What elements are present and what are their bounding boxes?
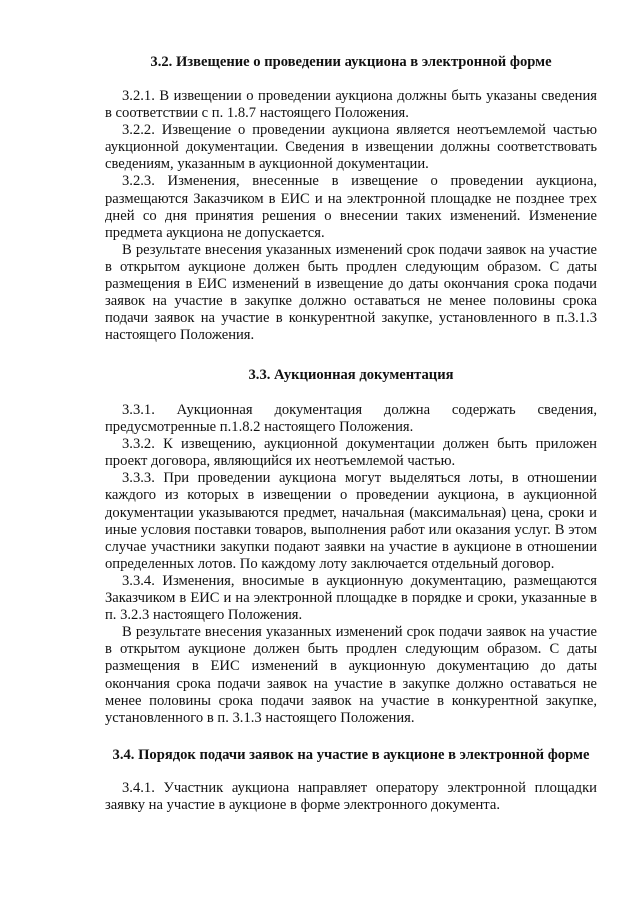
section-heading-3-2: 3.2. Извещение о проведении аукциона в электронной форме (150, 54, 552, 70)
paragraph-3-2-2: 3.2.2. Извещение о проведении аукциона является неотъемлемой частью аукционной документации. Сведения в извещении должны соответствовать сведениям, указанным в аукционной документации. (105, 122, 597, 173)
section-body-3-3 (105, 402, 597, 727)
paragraph-3-2-3: 3.2.3. Изменения, внесенные в извещение о проведении аукциона, размещаются Заказчиком в ЕИС и на электронной площадке не позднее трех дней со дня принятия решения о внесении таких изменений. Изменение предмета аукциона не допускается. (105, 173, 597, 241)
paragraph-3-2-3-continuation: В результате внесения указанных изменений срок подачи заявок на участие в открытом аукционе должен быть продлен следующим образом. С даты размещения в ЕИС изменений в извещение до даты окончания срока подачи заявок на участие в закупке должно оставаться не менее половины срока подачи заявок на участие в конкурентной закупке, установленного в п.3.1.3 настоящего Положения. (105, 241, 597, 344)
section-body-3-2 (105, 88, 597, 344)
paragraph-3-2-1: 3.2.1. В извещении о проведении аукциона должны быть указаны сведения в соответствии с п. 1.8.7 настоящего Положения. (105, 88, 597, 122)
paragraph-3-3-2: 3.3.2. К извещению, аукционной документации должен быть приложен проект договора, являющийся их неотъемлемой частью. (105, 436, 597, 470)
paragraph-3-3-4-continuation: В результате внесения указанных изменений срок подачи заявок на участие в открытом аукционе должен быть продлен следующим образом. С даты размещения в ЕИС изменений в аукционную документацию до даты окончания срока подачи заявок на участие в закупке должно оставаться не менее половины срока подачи заявок на участие в конкурентной закупке, установленного в п. 3.1.3 настоящего Положения. (105, 624, 597, 726)
paragraph-3-3-4: 3.3.4. Изменения, вносимые в аукционную документацию, размещаются Заказчиком в ЕИС и на электронной площадке в порядке и сроки, указанные в п. 3.2.3 настоящего Положения. (105, 572, 597, 624)
section-heading-3-4: 3.4. Порядок подачи заявок на участие в аукционе в электронной форме (112, 747, 590, 763)
paragraph-3-4-1: 3.4.1. Участник аукциона направляет оператору электронной площадки заявку на участие в аукционе в форме электронного документа. (105, 780, 597, 814)
paragraph-3-3-1: 3.3.1. Аукционная документация должна содержать сведения, предусмотренные п.1.8.2 настоящего Положения. (105, 402, 597, 436)
paragraph-3-3-3: 3.3.3. При проведении аукциона могут выделяться лоты, в отношении каждого из которых в извещении о проведении аукциона, в аукционной документации указываются предмет, начальная (максимальная) цена, сроки и иные условия поставки товаров, выполнения работ или оказания услуг. В этом случае участники закупки подают заявки на участие в аукционе в отношении определенных лотов. По каждому лоту заключается отдельный договор. (105, 470, 597, 572)
section-heading-3-3: 3.3. Аукционная документация (248, 367, 454, 383)
section-body-3-4 (105, 780, 597, 814)
